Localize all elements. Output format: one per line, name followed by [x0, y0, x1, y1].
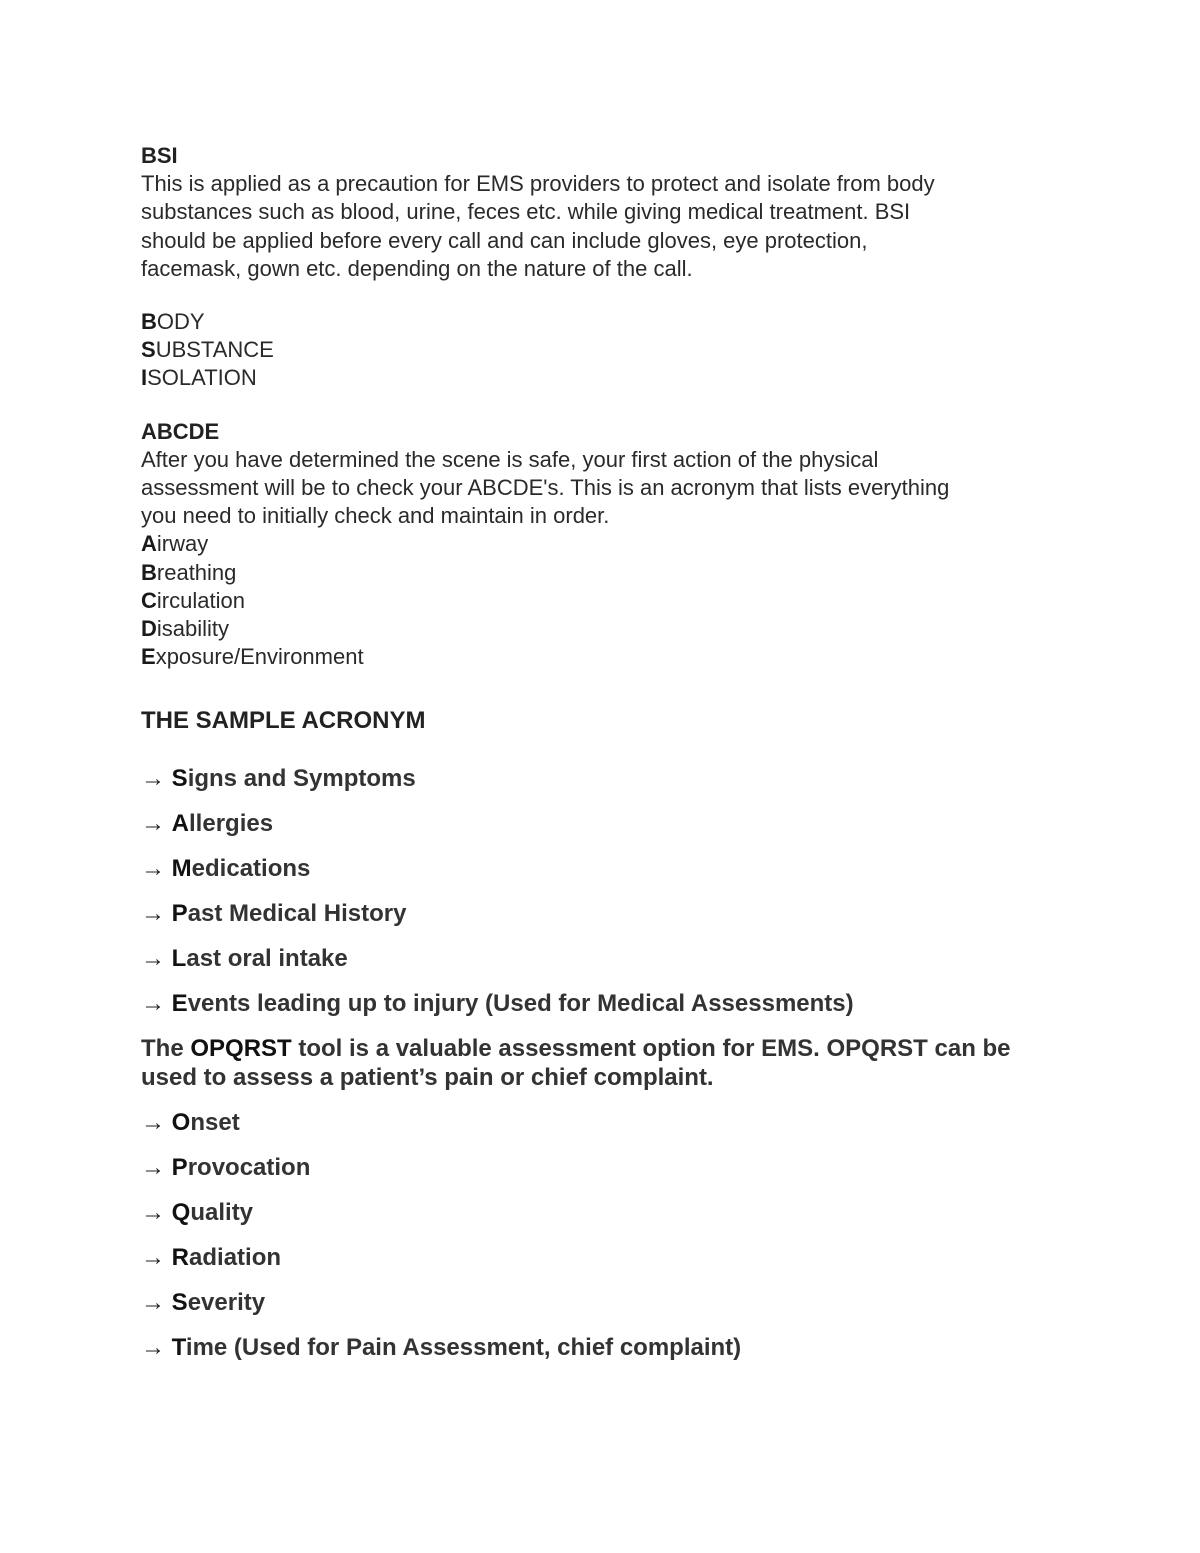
- abcde-acronym-list: [141, 530, 1061, 671]
- arrow-icon: →: [141, 990, 165, 1018]
- acronym-letter: B: [141, 309, 157, 335]
- item-text: adiation: [189, 1244, 282, 1272]
- acronym-letter: R: [171, 1244, 190, 1272]
- item-tail: (Used for Medical Assessments): [478, 990, 854, 1018]
- acronym-line: [141, 643, 1061, 671]
- item-text: igns and Symptoms: [187, 765, 416, 793]
- abcde-paragraph-line: After you have determined the scene is safe, your first action of the physical: [141, 446, 879, 472]
- acronym-line: [141, 530, 1061, 558]
- acronym-letter: I: [141, 365, 148, 391]
- acronym-letter: D: [141, 616, 157, 642]
- item-text: ime: [185, 1334, 228, 1362]
- bsi-acronym-list: [141, 308, 1061, 393]
- item-tail: (Used for Pain Assessment, chief complaint): [227, 1334, 742, 1362]
- opqrst-intro-after: tool is a valuable assessment option for EMS. OPQRST can be used to assess a patient’s pain or chief complaint.: [141, 1035, 1011, 1091]
- acronym-letter: E: [171, 990, 188, 1018]
- arrow-icon: →: [141, 855, 165, 883]
- arrow-icon: →: [141, 765, 165, 793]
- sample-item: [141, 900, 1061, 928]
- bsi-paragraph-line: facemask, gown etc. depending on the nature of the call.: [141, 255, 693, 281]
- acronym-rest: reathing: [156, 559, 237, 585]
- sample-item: [141, 810, 1061, 838]
- acronym-rest: xposure/Environment: [155, 644, 364, 670]
- acronym-letter: T: [171, 1334, 186, 1362]
- opqrst-intro-before: The: [141, 1035, 191, 1063]
- arrow-icon: →: [141, 1334, 165, 1362]
- sample-item: [141, 855, 1061, 883]
- acronym-letter: O: [171, 1109, 191, 1137]
- bsi-paragraph-line: substances such as blood, urine, feces etc. while giving medical treatment. BSI: [141, 199, 911, 225]
- arrow-icon: →: [141, 1289, 165, 1317]
- bsi-paragraph: [141, 170, 1061, 283]
- acronym-rest: ODY: [156, 309, 205, 335]
- acronym-rest: irculation: [156, 587, 245, 613]
- acronym-letter: M: [171, 855, 192, 883]
- item-text: uality: [190, 1199, 254, 1227]
- bsi-heading: BSI: [141, 143, 178, 168]
- acronym-letter: P: [171, 900, 188, 928]
- opqrst-item: [141, 1109, 1061, 1137]
- acronym-letter: S: [171, 765, 188, 793]
- item-text: edications: [191, 855, 311, 883]
- opqrst-intro-bold: OPQRST: [190, 1035, 292, 1063]
- abcde-heading: ABCDE: [141, 418, 220, 444]
- arrow-icon: →: [141, 1199, 165, 1227]
- acronym-line: [141, 587, 1061, 615]
- item-text: ast Medical History: [187, 900, 407, 928]
- arrow-icon: →: [141, 900, 165, 928]
- spacer: [141, 283, 1061, 308]
- item-text: rovocation: [187, 1154, 311, 1182]
- document-page: [141, 142, 1061, 1362]
- abcde-paragraph: [141, 446, 1061, 531]
- abcde-paragraph-line: assessment will be to check your ABCDE's. This is an acronym that lists everything: [141, 475, 950, 501]
- item-text: vents leading up to injury: [187, 990, 479, 1018]
- acronym-rest: isability: [156, 616, 230, 642]
- spacer: [141, 393, 1061, 418]
- acronym-letter: Q: [171, 1199, 191, 1227]
- arrow-icon: →: [141, 1109, 165, 1137]
- opqrst-item: [141, 1289, 1061, 1317]
- item-text: ast oral intake: [186, 945, 348, 973]
- sample-item: [141, 945, 1061, 973]
- opqrst-intro: [141, 1035, 1061, 1092]
- acronym-rest: SOLATION: [147, 365, 257, 391]
- acronym-letter: C: [141, 587, 157, 613]
- opqrst-item: [141, 1154, 1061, 1182]
- acronym-rest: irway: [156, 531, 209, 557]
- opqrst-item: [141, 1244, 1061, 1272]
- opqrst-item: [141, 1334, 1061, 1362]
- acronym-rest: UBSTANCE: [155, 337, 274, 363]
- acronym-letter: P: [171, 1154, 188, 1182]
- acronym-line: [141, 308, 1061, 336]
- item-text: nset: [190, 1109, 240, 1137]
- acronym-line: [141, 336, 1061, 364]
- acronym-letter: E: [141, 644, 156, 670]
- acronym-letter: S: [171, 1289, 188, 1317]
- arrow-icon: →: [141, 1154, 165, 1182]
- acronym-letter: B: [141, 559, 157, 585]
- item-text: llergies: [189, 810, 274, 838]
- arrow-icon: →: [141, 810, 165, 838]
- acronym-letter: S: [141, 337, 156, 363]
- sample-item: [141, 990, 1061, 1018]
- sample-acronym-title: THE SAMPLE ACRONYM: [141, 707, 426, 735]
- item-text: everity: [187, 1289, 266, 1317]
- bsi-paragraph-line: This is applied as a precaution for EMS providers to protect and isolate from body: [141, 171, 935, 197]
- bsi-paragraph-line: should be applied before every call and can include gloves, eye protection,: [141, 227, 868, 253]
- acronym-line: [141, 364, 1061, 392]
- arrow-icon: →: [141, 945, 165, 973]
- acronym-letter: L: [171, 945, 187, 973]
- acronym-letter: A: [141, 531, 157, 557]
- sample-item: [141, 765, 1061, 793]
- acronym-letter: A: [171, 810, 190, 838]
- arrow-icon: →: [141, 1244, 165, 1272]
- acronym-line: [141, 615, 1061, 643]
- abcde-paragraph-line: you need to initially check and maintain in order.: [141, 503, 610, 529]
- acronym-line: [141, 559, 1061, 587]
- opqrst-item: [141, 1199, 1061, 1227]
